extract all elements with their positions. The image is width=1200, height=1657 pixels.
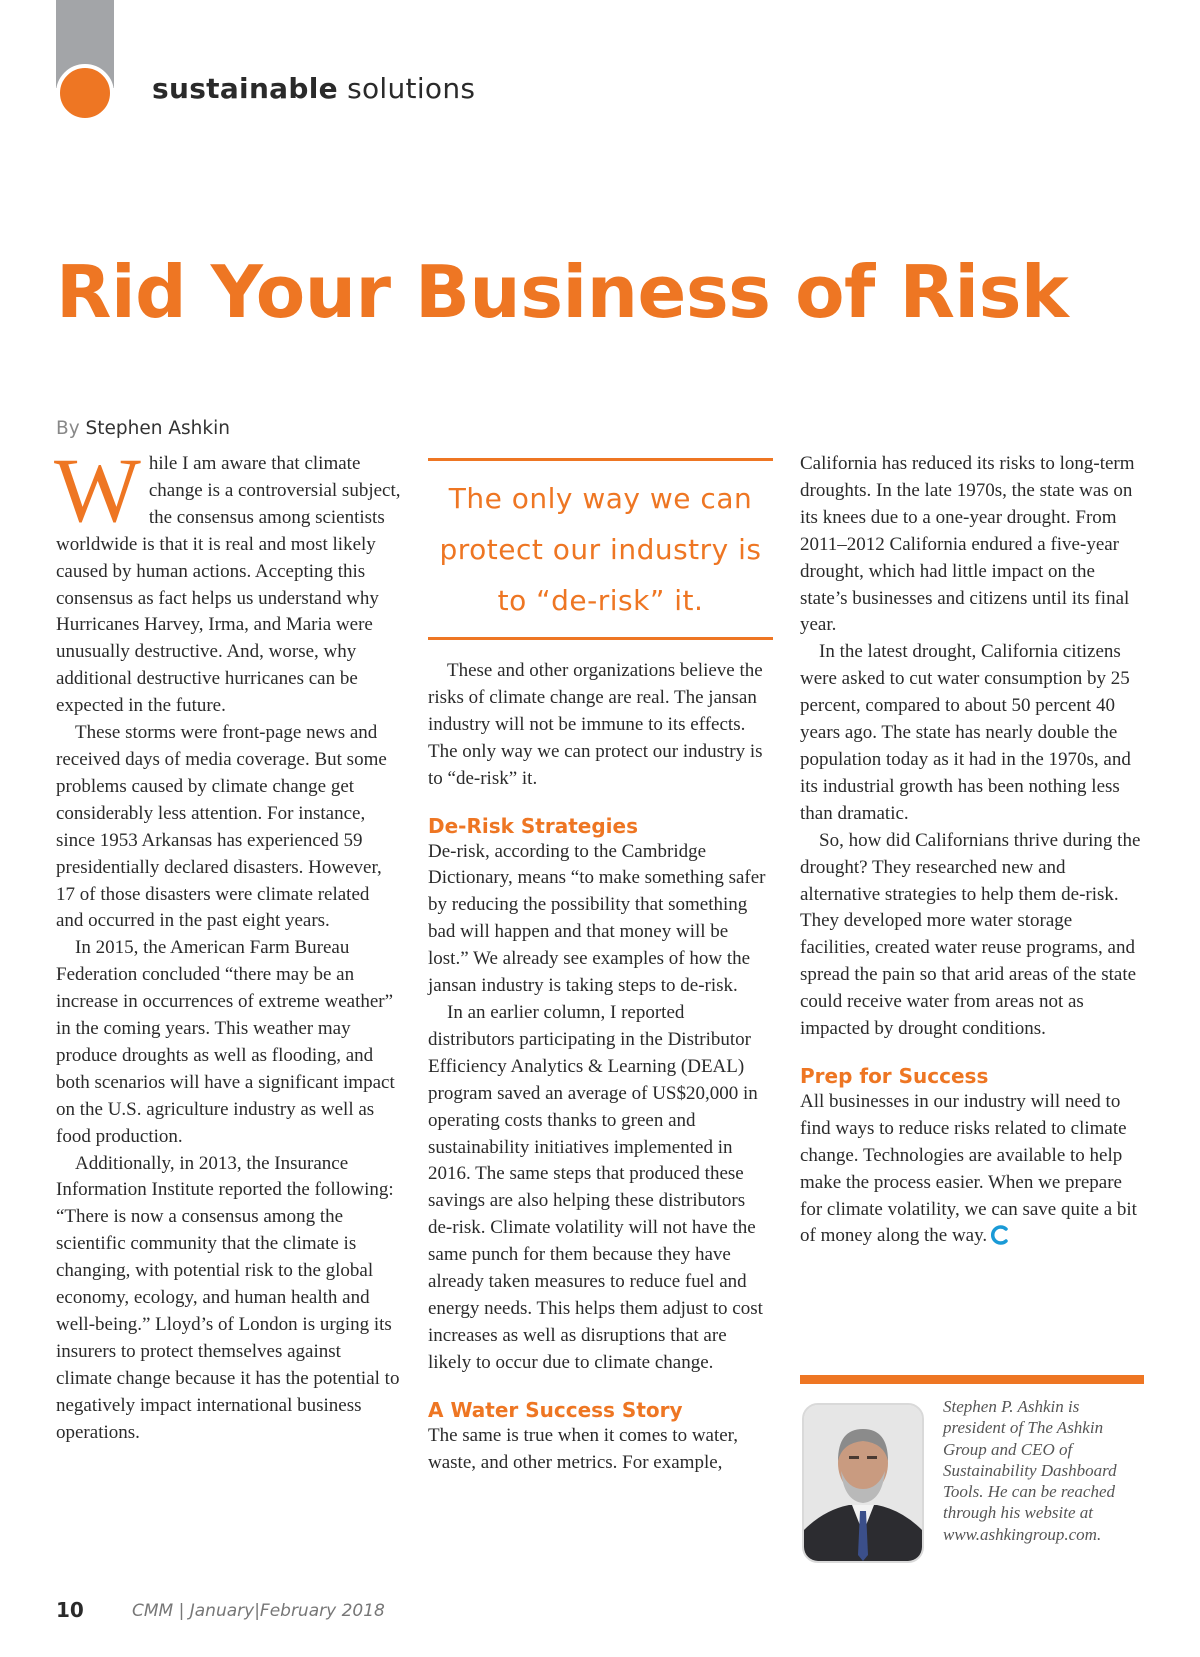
paragraph: Additionally, in 2013, the Insurance Information Institute reported the following: “There is now a consensus among the scientific community that the climate is changing, with potential risk to the global economy, ecology, and human health and well-being.” Lloyd’s of London is urging its insurers to protect themselves against climate change because it has the potential to negatively impact international business operations. — [56, 1152, 400, 1443]
drop-cap: W — [54, 439, 141, 541]
section-label — [152, 72, 475, 105]
paragraph-text: hile I am aware that climate change is a controversial subject, the consensus among scientists worldwide is that it is real and most likely caused by human actions. Accepting this consensus as fact helps us understand why Hurricanes Harvey, Irma, and Maria were unusually destructive. And, worse, why additional destructive hurricanes can be expected in the future. — [56, 453, 401, 717]
byline-prefix: By — [56, 418, 80, 439]
section-label-light: solutions — [347, 72, 476, 105]
column-3 — [800, 451, 1145, 1250]
end-of-article-icon — [991, 1225, 1011, 1245]
author-portrait-icon — [804, 1405, 922, 1561]
paragraph: De-risk, according to the Cambridge Dictionary, means “to make something safer by reducing the possibility that something bad will happen and that money will be lost.” We already see examples of how the jansan industry is taking steps to de-risk. — [428, 840, 766, 997]
subhead-de-risk-strategies: De-Risk Strategies — [428, 813, 638, 838]
paragraph: These and other organizations believe the risks of climate change are real. The jansan industry will not be immune to its effects. The only way we can protect our industry is to “de-risk” it. — [428, 660, 763, 789]
paragraph: So, how did Californians thrive during the drought? They researched new and alternative strategies to help them de-risk. They developed more water storage facilities, created water reuse programs, and spread the pain so that arid areas of the state could receive water from areas not as impacted by drought conditions. — [800, 829, 1141, 1040]
author-photo — [802, 1403, 924, 1563]
bio-divider — [800, 1375, 1144, 1384]
byline — [56, 418, 230, 439]
paragraph: In 2015, the American Farm Bureau Federation concluded “there may be an increase in occurrences of extreme weather” in the coming years. This weather may produce droughts as well as flooding, and both scenarios will have a significant impact on the U.S. agriculture industry as well as food production. — [56, 937, 395, 1147]
spacer — [428, 793, 773, 813]
column-1 — [54, 439, 401, 1447]
subhead-prep-for-success: Prep for Success — [800, 1063, 989, 1088]
pull-quote-text: The only way we can protect our industry is to “de-risk” it. — [439, 481, 762, 617]
column-2 — [428, 658, 773, 1476]
spacer — [428, 1377, 773, 1397]
section-tab-dot — [56, 64, 114, 122]
section-label-bold: sustainable — [152, 72, 338, 105]
subhead-water-success-story: A Water Success Story — [428, 1397, 683, 1422]
pull-quote — [428, 458, 773, 640]
paragraph — [800, 1089, 1145, 1250]
paragraph: In an earlier column, I reported distributors participating in the Distributor Efficiency Analytics & Learning (DEAL) program saved an average of US$20,000 in operating costs thanks to green and sustainability initiatives implemented in 2016. The same steps that produced these savings are also helping these distributors de-risk. Climate volatility will not have the same punch for them because they have already taken measures to reduce fuel and energy needs. This helps them adjust to cost increases as well as disruptions that are likely to occur due to climate change. — [428, 1001, 763, 1373]
paragraph: The same is true when it comes to water, waste, and other metrics. For example, — [428, 1424, 739, 1473]
paragraph-text: All businesses in our industry will need to find ways to reduce risks related to climate change. Technologies are available to help make the process easier. When we prepare for climate volatility, we can save quite a bit of money along the way. — [800, 1090, 1137, 1247]
author-bio: Stephen P. Ashkin is president of The Ashkin Group and CEO of Sustainability Dashboard Tools. He can be reached through his website at www.ashkingroup.com. — [943, 1397, 1117, 1544]
paragraph: In the latest drought, California citizens were asked to cut water consumption by 25 percent, compared to about 50 percent 40 years ago. The state has nearly double the population today as it had in the 1970s, and its industrial growth has been nothing less than dramatic. — [800, 641, 1131, 824]
byline-author: Stephen Ashkin — [85, 418, 230, 439]
paragraph: These storms were front-page news and received days of media coverage. But some problems caused by climate change get considerably less attention. For instance, since 1953 Arkansas has experienced 59 presidentially declared disasters. However, 17 of those disasters were climate related and occurred in the past eight years. — [56, 722, 387, 932]
page-number: 10 — [56, 1598, 84, 1622]
article-headline: Rid Your Business of Risk — [56, 250, 1069, 334]
publication-info: CMM | January|February 2018 — [132, 1601, 385, 1621]
paragraph: California has reduced its risks to long-term droughts. In the late 1970s, the state was on its knees due to a one-year drought. From 2011–2012 California endured a five-year drought, which had little impact on the state’s businesses and citizens until its final year. — [800, 453, 1135, 636]
spacer — [800, 1043, 1145, 1063]
paragraph — [54, 439, 401, 720]
